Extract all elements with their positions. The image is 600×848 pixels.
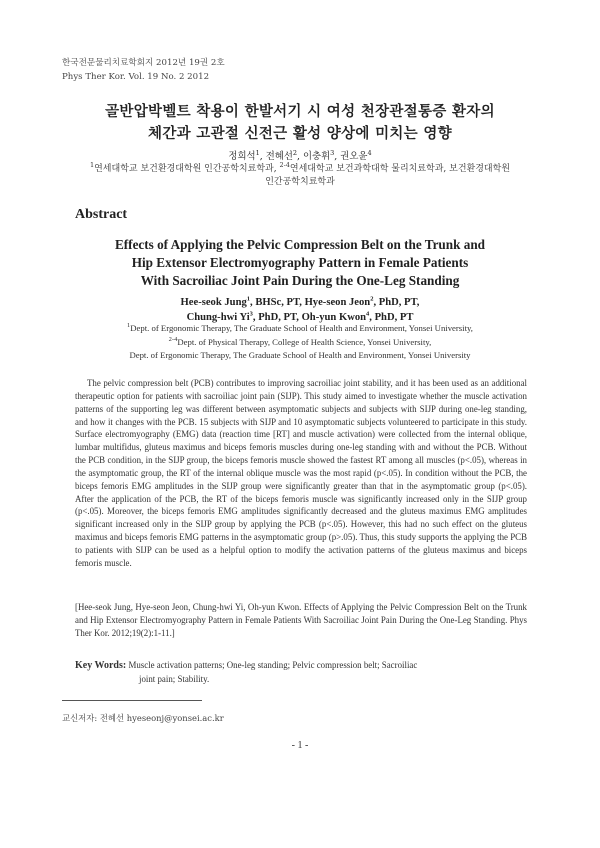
author-sup: 3 xyxy=(330,148,335,157)
english-title-line: Effects of Applying the Pelvic Compression Belt on the Trunk and xyxy=(114,237,485,252)
keywords-text: Muscle activation patterns; One-leg standing; Pelvic compression belt; Sacroiliac xyxy=(128,660,418,670)
korean-affiliation xyxy=(80,163,520,189)
journal-name-korean: 한국전문물리치료학회지 2012년 19권 2호 xyxy=(62,58,225,68)
author-name: Hee-seok Jung xyxy=(180,297,247,308)
author-name: 정희석 xyxy=(228,151,256,162)
affil-sup: 2-4 xyxy=(279,161,290,169)
english-title xyxy=(70,236,530,290)
author-name: 이충휘 xyxy=(302,151,331,162)
journal-header xyxy=(62,56,225,84)
author-name: 전혜선 xyxy=(265,151,293,162)
author-sup: 4 xyxy=(367,148,372,157)
korean-title-line: 체간과 고관절 신전근 활성 양상에 미치는 영향 xyxy=(148,125,452,142)
english-title-line: Hip Extensor Electromyography Pattern in Female Patients xyxy=(131,255,469,270)
korean-affiliation-line: 인간공학치료학과 xyxy=(265,177,335,187)
author-name: Chung-hwi Yi xyxy=(186,311,250,323)
english-title-line: With Sacroiliac Joint Pain During the One-Leg Standing xyxy=(140,273,460,288)
author-name: 권오윤 xyxy=(340,151,368,162)
abstract-heading: Abstract xyxy=(75,207,128,222)
korean-affiliation-line: $^1$연세대학교 보건환경대학원 인간공학치료학과, $^{2-4}$연세대학교 보건과학대학 물리치료학과, 보건환경대학원 xyxy=(89,161,511,174)
english-affiliation-line: $^1$Dept. of Ergonomic Therapy, The Graduate School of Health and Environment, Yonsei University, xyxy=(127,322,473,333)
author-sup: 1 xyxy=(255,148,260,157)
english-affiliation-line: $^{2-4}$Dept. of Physical Therapy, College of Health Science, Yonsei University, xyxy=(168,335,432,347)
affil-sup: 1 xyxy=(89,161,95,169)
citation: [Hee-seok Jung, Hye-seon Jeon, Chung-hwi Yi, Oh-yun Kwon. Effects of Applying the Pelvic Compression Belt on the Trunk and Hip Extensor Electromyography Pattern in Female Patients With Sacroiliac Joint Pain During the One-Leg Standing. Phys Ther Kor. 2012;19(2):1-11.] xyxy=(75,602,527,638)
keywords-text: joint pain; Stability. xyxy=(139,673,210,684)
english-affiliation-line: Dept. of Ergonomic Therapy, The Graduate School of Health and Environment, Yonsei University xyxy=(129,350,471,360)
korean-title xyxy=(0,101,600,145)
journal-name-english: Phys Ther Kor. Vol. 19 No. 2 2012 xyxy=(62,72,210,82)
keywords xyxy=(75,659,527,686)
keywords-label: Key Words: xyxy=(75,660,127,671)
author-name: Oh-yun Kwon xyxy=(301,311,367,323)
korean-authors: 정희석$^1$, 전혜선$^2$, 이충휘$^3$, 권오윤$^4$ xyxy=(228,148,372,162)
corresponding-author-footnote: 교신저자: 전혜선 hyeseonj@yonsei.ac.kr xyxy=(62,713,224,723)
korean-title-line: 골반압박벨트 착용이 한발서기 시 여성 천장관절통증 환자의 xyxy=(105,103,495,120)
english-affiliation xyxy=(70,322,530,363)
footnote-divider xyxy=(62,700,202,701)
author-sup: 2 xyxy=(292,148,298,157)
abstract-body: The pelvic compression belt (PCB) contributes to improving sacroiliac joint stability, and it has been used as an additional therapeutic option for patients with sacroiliac joint pain (SIJP). This study aimed to investigate whether the muscle activation patterns of the supporting leg was different between asymptomatic subjects and subjects with SIJP during one-leg standing, and how it changes with the PCB. 15 subjects with SIJP and 10 asymptomatic subjects volunteered to participate in this study. Surface electromyography (EMG) data (reaction time [RT] and muscle activation) were collected from the internal oblique, lumbar multifidus, gluteus maximus and biceps femoris muscles during one-leg standing with and without the PCB. Without the PCB condition, in the SIJP group, the biceps femoris muscle showed the fastest RT among all muscles (p<.05), whereas in the asymptomatic group, the RT of the internal oblique muscle was the most rapid (p<.05). In condition without the PCB, the biceps femoris EMG amplitudes in the SIJP group were significantly greater than that in the asymptomatic group (p<.05). After the application of the PCB, the RT of the biceps femoris muscle was significantly increased only in the SIJP group (p<.05). Moreover, the biceps femoris EMG amplitudes significantly decreased and the gluteus maximus EMG amplitudes significant increased only in the SIJP group by applying the PCB (p<.05). However, this had no such effect on the gluteus maximus and biceps femoris EMG patterns in the asymptomatic group (p>.05). Thus, this study supports the applying the PCB to patients with SIJP can be used as a helpful option to modify the activation patterns of the gluteus maximus and biceps femoris muscle. xyxy=(75,378,527,568)
author-name: Hye-seon Jeon xyxy=(304,297,371,308)
english-authors: Hee-seok Jung$^1$, BHSc, PT, Hye-seon Jeon$^2$, PhD, PT, Chung-hwi Yi$^3$, PhD, PT, Oh-yun Kwon$^4$, PhD, PT xyxy=(180,295,420,323)
page-number: - 1 - xyxy=(291,740,309,751)
